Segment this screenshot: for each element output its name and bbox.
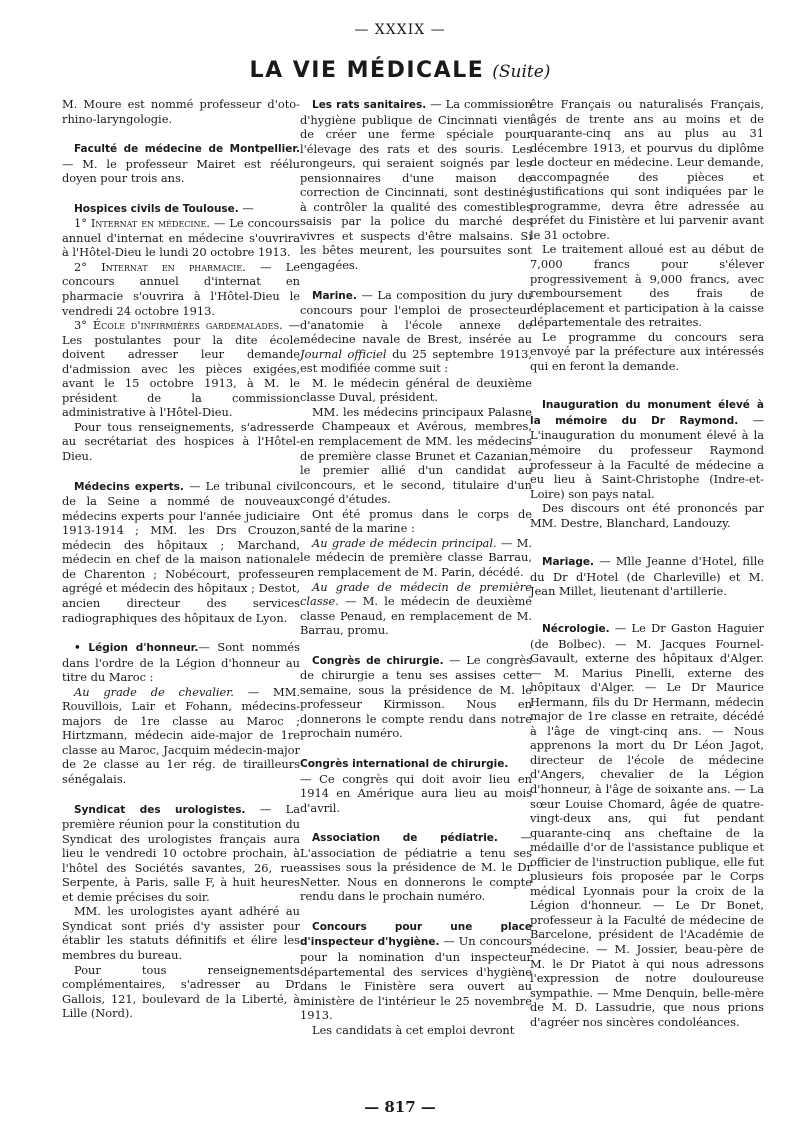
article-heading: Congrès international de chirurgie. [300,757,509,770]
article-text: Le traitement alloué est au début de 7,000 francs pour s'élever progressivement à 9,000 francs, avec remboursement des frais de déplacement et participation à la caisse départementale des retraites. [530,242,764,330]
title-suffix: (Suite) [492,62,551,82]
page-roman-numeral: — XXXIX — [354,22,446,38]
article-marine [300,288,532,638]
article-text: — Le congrès de chirurgie a tenu ses assises cette semaine, sous la présidence de M. le professeur Kirmisson. Nous en donnerons le compte rendu dans notre prochain numéro. [300,652,532,741]
page-number: — 817 — [364,1098,436,1116]
article-text: — Le concours annuel d'internat en pharmacie s'ouvrira à l'Hôtel-Dieu le vendredi 24 octobre 1913. [62,259,301,318]
article-text: — MM. Rouvillois, Lair et Fohann, médecins-majors de 1re classe au Maroc ; Hirtzmann, médecin aide-major de 1re classe au Maroc, Jacquim médecin-major de 2e classe au 1er rég. de tirailleurs sénégalais. [62,684,300,786]
column-2 [300,97,532,1052]
article-text: du 25 septembre 1913, est modifiée comme suit : [300,346,533,376]
article-text: M. le médecin général de deuxième classe Duval, président. [300,375,532,405]
article-text: — La composition du jury du concours pour l'emploi de prosecteur d'anatomie à l'école annexe de médecine navale de Brest, insérée au [300,287,532,347]
article-legion-honneur [62,640,300,786]
article-necrologie [530,621,764,1029]
article-congres-chirurgie [300,653,532,741]
article-text: Pour tous renseignements complémentaires, s'adresser au Dr Gallois, 121, boulevard de la Liberté, à Lille (Nord). [62,962,300,1021]
journal-title: LA VIE MÉDICALE [249,58,485,83]
article-text: Les candidats à cet emploi devront [312,1022,515,1037]
article-heading: • Légion d'honneur. [74,642,199,655]
article-text: MM. les urologistes ayant adhéré au Syndicat sont priés d'y assister pour établir les statuts définitifs et élire les membres du bureau. [62,904,300,962]
column-3 [530,97,764,1044]
article-text: — L'association de pédiatrie a tenu ses assises sous la présidence de M. le Dr Netter. Nous en donnerons le compte rendu dans le prochain numéro. [300,830,532,904]
article-text: Ont été promus dans le corps de santé de la marine : [300,506,532,536]
article-text: Pour tous renseignements, s'adresser au secrétariat des hospices à l'Hôtel-Dieu. [62,419,300,464]
article-montpellier [62,141,300,186]
article-congres-international [300,756,532,815]
article-text: — L'inauguration du monument élevé à la mémoire du professeur Raymond professeur à la Faculté de médecine a eu lieu à Saint-Christophe (Indre-et-Loire) son pays natal. [530,412,764,501]
article-text: — M. le professeur Mairet est réélu doyen pour trois ans. [62,156,300,186]
article-medecins-experts [62,479,300,625]
column-1 [62,97,300,1036]
article-heading: Concours pour une place d'inspecteur d'hygiène. [300,920,532,949]
article-text: — Mlle Jeanne d'Hotel, fille du Dr d'Hotel (de Charleville) et M. Jean Millet, lieutenant d'artillerie. [530,554,765,599]
article-text: — Les postulantes pour la dite école doivent adresser leur demande d'admission avec les pièces exigées, avant le 15 octobre 1913, à M. le président de la commission administrative à l'Hôtel-Dieu. [62,318,300,420]
article-heading: Congrès de chirurgie. [312,654,444,667]
article-toulouse: Hospices civils de Toulouse. — 1° Internat en médecine. — Le concours annuel d'internat en médecine s'ouvrira à l'Hôtel-Dieu le lundi 20 octobre 1913. 2° Internat en pharmacie. — Le concours annuel d'internat en pharmacie s'ouvrira à l'Hôtel-Dieu le vendredi 24 octobre 1913. 3° École d'infirmières gardemalades. — Les postulantes pour la dite école doivent adresser leur demande d'admission avec les pièces exigées, avant le 15 octobre 1913, à M. le président de la commission administrative à l'Hôtel-Dieu. Pour tous renseignements, s'adresser au secrétariat des hospices à l'Hôtel-Dieu. [62,200,301,464]
article-heading: Faculté de médecine de Montpellier. [74,143,300,156]
article-text: — M. le médecin de deuxième classe Penaud, en remplacement de M. Barrau, promu. [300,594,532,638]
article-concours-hygiene [300,919,532,1037]
article-heading: Hospices civils de Toulouse. [74,202,239,215]
article-text: être Français ou naturalisés Français, âgés de trente ans au moins et de quarante-cinq ans au plus au 31 décembre 1913, et pourvus du diplôme de docteur en médecine. Leur demande, accompagnée des pièces et justifications qui sont indiquées par le programme, devra être adressée au préfet du Finistère et lui parvenir avant le 31 octobre. [530,97,764,242]
article-syndicat-urologistes [62,802,300,1021]
article-text: — La commission d'hygiène publique de Cincinnati vient de créer une ferme spéciale pour l'élevage des rats et des souris. Les rongeurs, qui seraient soignés par les pensionnaires d'une maison de correction de Cincinnati, sont destinés à contrôler la qualité des comestibles saisis par la police du marché des vivres et suspects d'être malsains. Si les bêtes meurent, les poursuites sont engagées. [300,97,533,273]
subsection-lead: Au grade de chevalier. [74,684,235,699]
subsection-lead: 1° Internat en médecine. [74,216,211,231]
subsection-lead: 3° École d'infirmières gardemalades. [74,318,283,333]
article-rats-sanitaires [300,97,532,273]
article-heading: Association de pédiatrie. [312,832,498,845]
article-heading: Marine. [312,289,357,302]
subsection-lead: 2° Internat en pharmacie. [74,259,246,274]
article-text: Des discours ont été prononcés par MM. Destre, Blanchard, Landouzy. [530,501,764,530]
article-text: — Le Dr Gaston Haguier (de Bolbec). — M. Jacques Fournel-Gavault, externe des hôpitaux d'Alger. — M. Marius Pinelli, externe des hôpitaux d'Alger. — Le Dr Maurice Hermann, fils du Dr Hermann, médecin major de 1re classe en retraite, décédé à l'âge de vingt-cinq ans. — Nous apprenons la mort du Dr Léon Jagot, directeur de l'école de médecine d'Angers, chevalier de la Légion d'honneur, à l'âge de soixante ans. — La sœur Louise Chomard, âgée de quatre-vingt-deux ans, qui fut pendant quarante-cinq ans cheftaine de la médaille d'or de l'assistance publique et officier de l'instruction publique, elle fut plusieurs fois proposée par le Corps médical Lyonnais pour la croix de la Légion d'honneur. — Le Dr Bonet, professeur à la Faculté de médecine de Barcelone, président de l'Académie de médecine. — M. Jossier, beau-père de M. le Dr Piatot à qui nous adressons l'expression de notre douloureuse sympathie. — Mme Denquin, belle-mère de M. D. Lassudrie, que nous prions d'agréer nos sincères condoléances. [530,620,764,1029]
article-heading: Nécrologie. [542,622,610,635]
journal-name: Journal officiel [300,346,387,361]
article-heading: Médecins experts. [74,480,184,493]
article-text: M. Moure est nommé professeur d'oto-rhino-laryngologie. [62,97,300,126]
article-association-pediatrie [300,830,532,904]
article-heading: Mariage. [542,556,595,569]
article-concours-hygiene-cont [530,97,764,373]
article-heading: Syndicat des urologistes. [74,803,246,816]
article-text: Le programme du concours sera envoyé par la préfecture aux intéressés qui en feront la demande. [530,329,764,373]
subsection-lead: Au grade de médecin principal. [312,535,497,550]
article-heading: Inauguration du monument élevé à la mémoire du Dr Raymond. [530,399,764,427]
article-inauguration [530,397,764,530]
article-mariage [530,554,764,599]
article-text: — Un concours pour la nomination d'un inspecteur départemental des services d'hygiène dans le Finistère sera ouvert au ministère de l'intérieur le 25 novembre 1913. [300,934,532,1023]
article-text: — Ce congrès qui doit avoir lieu en 1914 en Amérique aura lieu au mois d'avril. [300,771,532,815]
article-text: — Le concours annuel d'internat en médecine s'ouvrira à l'Hôtel-Dieu le lundi 20 octobre 1913. [62,216,301,260]
article-heading: Les rats sanitaires. [312,99,427,111]
article-text: MM. les médecins principaux Palasne de Champeaux et Avérous, membres, en remplacement de MM. les médecins de première classe Brunet et Cazanian, le premier allié d'un candidat au concours, et le second, titulaire d'un congé d'études. [300,404,532,507]
article-text: — Sont nommés dans l'ordre de la Légion d'honneur au titre du Maroc : [62,640,300,685]
article-moure [62,97,300,126]
article-text: — Le tribunal civil de la Seine a nommé de nouveaux médecins experts pour l'année judiciaire 1913-1914 ; MM. les Drs Crouzon, médecin des hôpitaux ; Marchand, médecin en chef de la maison nationale de Charenton ; Nobécourt, professeur agrégé et médecin des hôpitaux ; Destot, ancien directeur des services radiographiques des hôpitaux de Lyon. [62,478,300,625]
article-text: — La première réunion pour la constitution du Syndicat des urologistes français aura lieu le vendredi 10 octobre prochain, à l'hôtel des Sociétés savantes, 26, rue Serpente, à Paris, salle F, à huit heures et demie précises du soir. [62,801,301,904]
article-text: — M. le médecin de première classe Barrau, en remplacement de M. Parin, décédé. [300,535,533,579]
page-title [0,58,800,83]
subsection-lead: Au grade de médecin de première classe. [300,579,532,609]
